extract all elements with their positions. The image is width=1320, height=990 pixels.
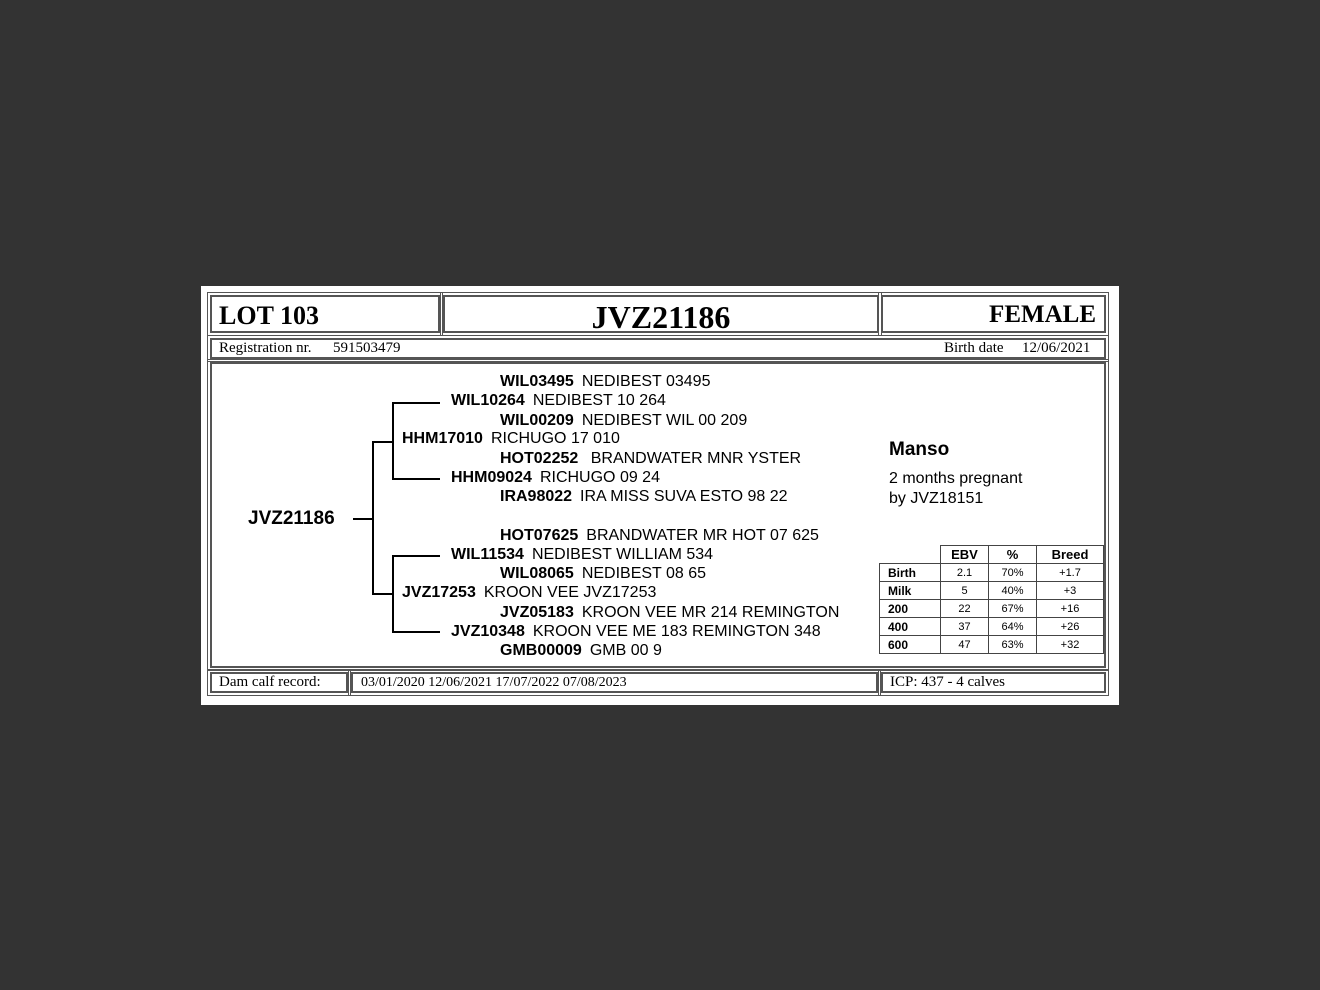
pedigree-code: JVZ17253 bbox=[402, 584, 476, 601]
ebv-accuracy: 67% bbox=[989, 600, 1037, 618]
pedigree-entry bbox=[500, 488, 788, 506]
ebv-value: 5 bbox=[941, 582, 989, 600]
ebv-accuracy: 64% bbox=[989, 618, 1037, 636]
animal-name: Manso bbox=[889, 439, 950, 460]
pedigree-entry bbox=[500, 604, 839, 622]
pedigree-name: RICHUGO 09 24 bbox=[539, 469, 660, 486]
pedigree-code: WIL00209 bbox=[500, 412, 574, 429]
icp-value: ICP: 437 - 4 calves bbox=[890, 674, 1005, 690]
tree-line bbox=[372, 593, 392, 595]
ebv-trait: 200 bbox=[880, 600, 941, 618]
ebv-header-row bbox=[880, 546, 1104, 564]
tree-line bbox=[392, 402, 440, 404]
pedigree-name: BRANDWATER MR HOT 07 625 bbox=[586, 527, 819, 544]
pedigree-code: HHM17010 bbox=[402, 430, 483, 447]
pedigree-name: KROON VEE JVZ17253 bbox=[483, 584, 657, 601]
pedigree-code: IRA98022 bbox=[500, 488, 573, 505]
pedigree-entry bbox=[500, 373, 710, 391]
pedigree-name: NEDIBEST 03495 bbox=[581, 373, 711, 390]
lot-box bbox=[210, 295, 440, 333]
lot-number: LOT 103 bbox=[219, 301, 319, 330]
tree-line bbox=[372, 441, 374, 595]
ebv-accuracy: 63% bbox=[989, 636, 1037, 654]
pedigree-name: IRA MISS SUVA ESTO 98 22 bbox=[580, 488, 788, 505]
ebv-value: 47 bbox=[941, 636, 989, 654]
registration-row bbox=[210, 338, 1106, 359]
pedigree-code: JVZ05183 bbox=[500, 604, 574, 621]
icp-box bbox=[881, 672, 1106, 693]
pedigree-code: WIL11534 bbox=[451, 546, 524, 563]
pedigree-animal: JVZ21186 bbox=[248, 508, 335, 529]
pedigree-code: HHM09024 bbox=[451, 469, 532, 486]
ebv-value: 37 bbox=[941, 618, 989, 636]
pedigree-name: BRANDWATER MNR YSTER bbox=[586, 450, 802, 467]
pedigree-entry bbox=[402, 584, 656, 602]
ebv-table bbox=[879, 545, 1104, 654]
lot-card bbox=[201, 286, 1119, 705]
pedigree-name: NEDIBEST 10 264 bbox=[532, 392, 666, 409]
registration-number: 591503479 bbox=[333, 340, 401, 356]
ebv-trait: 600 bbox=[880, 636, 941, 654]
tree-line bbox=[372, 441, 392, 443]
pedigree-entry bbox=[500, 450, 801, 468]
pedigree-code: HOT02252 bbox=[500, 450, 579, 467]
ebv-accuracy: 70% bbox=[989, 564, 1037, 582]
pedigree-entry bbox=[500, 527, 819, 545]
pedigree-panel bbox=[210, 362, 1106, 668]
registration-label: Registration nr. bbox=[219, 340, 312, 356]
ebv-breed-avg: +26 bbox=[1037, 618, 1104, 636]
pregnancy-sire: by JVZ18151 bbox=[889, 490, 984, 507]
tree-line bbox=[392, 478, 440, 480]
tree-line bbox=[353, 518, 373, 520]
ebv-trait: 400 bbox=[880, 618, 941, 636]
tree-line bbox=[392, 555, 394, 633]
sex-box bbox=[881, 295, 1106, 333]
pregnancy-status: 2 months pregnant bbox=[889, 470, 1023, 487]
ebv-value: 22 bbox=[941, 600, 989, 618]
pedigree-entry bbox=[451, 392, 666, 410]
ebv-breed-avg: +32 bbox=[1037, 636, 1104, 654]
pedigree-name: NEDIBEST WIL 00 209 bbox=[581, 412, 748, 429]
animal-id-box bbox=[443, 295, 879, 333]
ebv-trait: Milk bbox=[880, 582, 941, 600]
ebv-trait: Birth bbox=[880, 564, 941, 582]
pedigree-code: WIL10264 bbox=[451, 392, 525, 409]
ebv-row bbox=[880, 618, 1104, 636]
pedigree-name: NEDIBEST WILLIAM 534 bbox=[531, 546, 714, 563]
pedigree-code: HOT07625 bbox=[500, 527, 579, 544]
sex-label: FEMALE bbox=[989, 301, 1096, 328]
pedigree-code: GMB00009 bbox=[500, 642, 582, 659]
ebv-value: 2.1 bbox=[941, 564, 989, 582]
pedigree-entry bbox=[402, 430, 620, 448]
ebv-header: EBV bbox=[941, 546, 989, 564]
pedigree-code: WIL03495 bbox=[500, 373, 574, 390]
pedigree-entry bbox=[451, 469, 660, 487]
tree-line bbox=[392, 402, 394, 480]
pedigree-entry bbox=[500, 565, 706, 583]
pedigree-entry bbox=[451, 623, 821, 641]
ebv-row bbox=[880, 582, 1104, 600]
calf-record-label: Dam calf record: bbox=[219, 674, 321, 690]
animal-id-title: JVZ21186 bbox=[591, 299, 731, 335]
calf-record-label-box bbox=[210, 672, 348, 693]
pedigree-entry bbox=[451, 546, 713, 564]
pedigree-name: KROON VEE ME 183 REMINGTON 348 bbox=[532, 623, 821, 640]
calf-record-dates: 03/01/2020 12/06/2021 17/07/2022 07/08/2023 bbox=[361, 675, 627, 690]
calf-record-box bbox=[351, 672, 878, 693]
tree-line bbox=[392, 555, 440, 557]
tree-line bbox=[392, 631, 440, 633]
ebv-row bbox=[880, 600, 1104, 618]
pedigree-name: NEDIBEST 08 65 bbox=[581, 565, 707, 582]
ebv-breed-avg: +16 bbox=[1037, 600, 1104, 618]
pedigree-code: WIL08065 bbox=[500, 565, 574, 582]
ebv-row bbox=[880, 564, 1104, 582]
pct-header: % bbox=[989, 546, 1037, 564]
pedigree-code: JVZ10348 bbox=[451, 623, 525, 640]
breed-header: Breed bbox=[1037, 546, 1104, 564]
ebv-accuracy: 40% bbox=[989, 582, 1037, 600]
pedigree-entry bbox=[500, 412, 747, 430]
birth-date: 12/06/2021 bbox=[1022, 340, 1091, 356]
ebv-breed-avg: +3 bbox=[1037, 582, 1104, 600]
pedigree-name: RICHUGO 17 010 bbox=[490, 430, 620, 447]
pedigree-name: KROON VEE MR 214 REMINGTON bbox=[581, 604, 840, 621]
ebv-breed-avg: +1.7 bbox=[1037, 564, 1104, 582]
pedigree-entry bbox=[500, 642, 662, 660]
ebv-row bbox=[880, 636, 1104, 654]
pedigree-name: GMB 00 9 bbox=[589, 642, 662, 659]
birth-date-label: Birth date bbox=[944, 340, 1004, 356]
